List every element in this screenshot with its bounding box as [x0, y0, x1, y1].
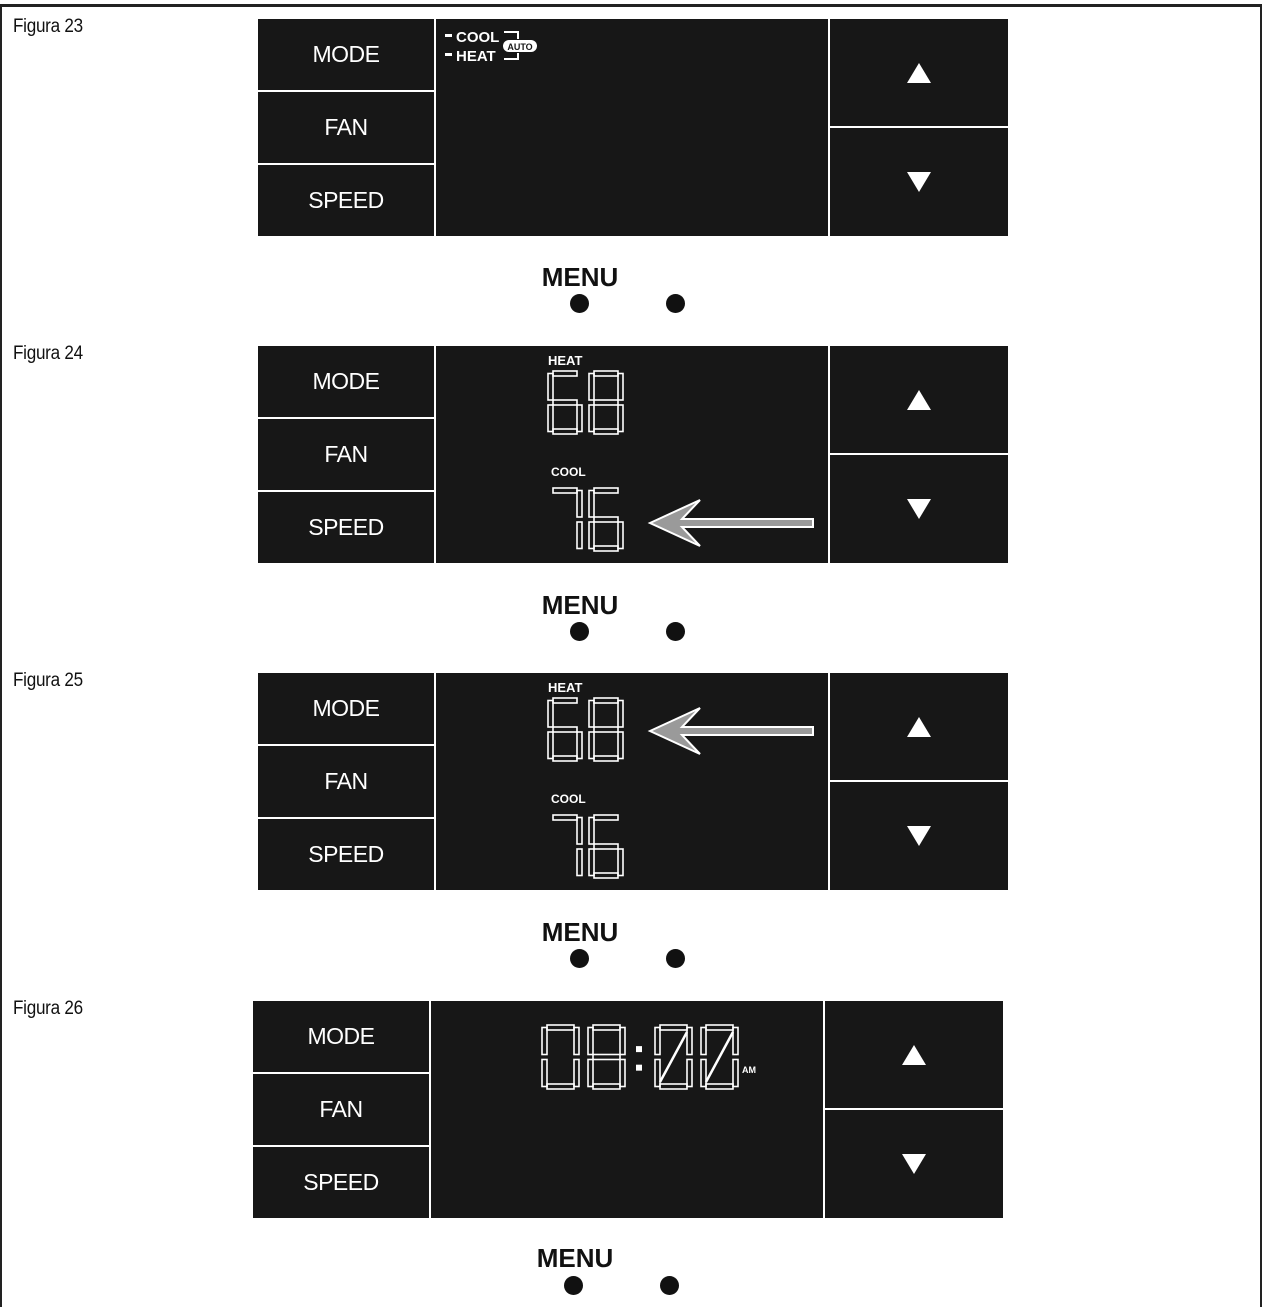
lcd-display	[436, 19, 828, 236]
segment	[687, 1028, 692, 1055]
seven-segment-digit	[655, 1025, 692, 1089]
segment	[577, 818, 582, 845]
thermostat-panel	[258, 346, 1008, 563]
segment	[618, 405, 623, 432]
auto-bracket-bottom	[504, 53, 518, 59]
heat-setpoint-digits	[548, 698, 623, 761]
menu-label: MENU	[541, 917, 619, 947]
down-button[interactable]	[830, 782, 1008, 890]
segment	[547, 1084, 574, 1089]
lcd-screen	[436, 19, 828, 236]
menu-dot-right[interactable]	[666, 949, 685, 968]
function-buttons	[258, 346, 434, 563]
segment	[553, 488, 577, 493]
seven-segment-digit	[701, 1025, 738, 1089]
down-button[interactable]	[830, 455, 1008, 563]
segment	[594, 488, 618, 493]
figure-label: Figura 25	[13, 670, 83, 691]
zero-slash	[706, 1032, 733, 1082]
segment	[588, 1028, 593, 1055]
speed-button[interactable]: SPEED	[258, 165, 434, 236]
segment	[577, 849, 582, 876]
segment	[733, 1060, 738, 1087]
segment	[620, 1060, 625, 1087]
fan-button[interactable]: FAN	[258, 419, 434, 490]
menu-label: MENU	[536, 1243, 614, 1273]
segment	[589, 732, 594, 759]
triangle-down-icon	[906, 171, 932, 193]
segment	[553, 698, 577, 703]
fan-button[interactable]: FAN	[253, 1074, 429, 1145]
segment	[706, 1084, 733, 1089]
segment	[701, 1028, 706, 1055]
up-button[interactable]	[830, 19, 1008, 126]
lcd-display	[431, 1001, 823, 1218]
segment	[594, 756, 618, 761]
seven-segment-digit	[588, 1025, 625, 1089]
segment	[577, 522, 582, 549]
segment	[618, 374, 623, 401]
segment	[553, 756, 577, 761]
colon-dot	[636, 1046, 642, 1052]
segment	[548, 405, 553, 432]
up-button[interactable]	[830, 346, 1008, 453]
arrow-buttons	[825, 1001, 1003, 1218]
lcd-display	[436, 673, 828, 890]
heat-indicator-dash	[445, 53, 452, 56]
menu-controls	[530, 262, 690, 322]
down-button[interactable]	[825, 1110, 1003, 1218]
speed-button[interactable]: SPEED	[253, 1147, 429, 1218]
mode-button[interactable]: MODE	[253, 1001, 429, 1072]
cool-indicator-dash	[445, 34, 452, 37]
figure-label: Figura 23	[13, 16, 83, 37]
segment	[733, 1028, 738, 1055]
speed-button[interactable]: SPEED	[258, 819, 434, 890]
left-arrow-icon	[650, 500, 813, 546]
menu-controls	[530, 917, 690, 977]
segment	[589, 405, 594, 432]
menu-dot-right[interactable]	[666, 622, 685, 641]
seven-segment-digit	[548, 698, 582, 761]
heat-label: HEAT	[548, 680, 583, 695]
segment	[701, 1060, 706, 1087]
menu-controls	[530, 590, 690, 650]
segment	[660, 1084, 687, 1089]
colon-dot	[636, 1065, 642, 1071]
segment	[594, 400, 618, 405]
menu-controls	[525, 1243, 685, 1303]
segment	[594, 371, 618, 376]
triangle-down-icon	[906, 498, 932, 520]
segment	[553, 727, 577, 732]
segment	[594, 873, 618, 878]
segment	[594, 698, 618, 703]
segment	[593, 1025, 620, 1030]
segment	[589, 374, 594, 401]
cool-label: COOL	[551, 465, 586, 479]
seven-segment-digit	[589, 698, 623, 761]
segment	[618, 701, 623, 728]
lcd-screen	[431, 1001, 823, 1218]
auto-label: AUTO	[507, 42, 533, 52]
segment	[553, 400, 577, 405]
seven-segment-digit	[553, 815, 582, 876]
seven-segment-digit	[542, 1025, 579, 1089]
segment	[553, 429, 577, 434]
up-button[interactable]	[825, 1001, 1003, 1108]
segment	[620, 1028, 625, 1055]
menu-dot-left[interactable]	[564, 1276, 583, 1295]
mode-button[interactable]: MODE	[258, 346, 434, 417]
segment	[589, 849, 594, 876]
lcd-screen	[436, 673, 828, 890]
triangle-up-icon	[906, 62, 932, 84]
function-buttons	[253, 1001, 429, 1218]
mode-button[interactable]: MODE	[258, 19, 434, 90]
cool-label: COOL	[551, 792, 586, 806]
segment	[547, 1025, 574, 1030]
segment	[660, 1025, 687, 1030]
speed-button[interactable]: SPEED	[258, 492, 434, 563]
segment	[706, 1025, 733, 1030]
down-button[interactable]	[830, 128, 1008, 236]
cool-setpoint-digits	[553, 488, 623, 551]
triangle-down-icon	[901, 1153, 927, 1175]
segment	[548, 732, 553, 759]
segment	[548, 701, 553, 728]
triangle-up-icon	[906, 716, 932, 738]
segment	[594, 517, 618, 522]
segment	[577, 405, 582, 432]
segment	[574, 1028, 579, 1055]
lcd-display	[436, 346, 828, 563]
menu-dot-left[interactable]	[570, 949, 589, 968]
seven-segment-digit	[589, 371, 623, 434]
segment	[618, 732, 623, 759]
clock-digits	[542, 1025, 738, 1089]
seven-segment-digit	[589, 488, 623, 551]
arrow-buttons	[830, 346, 1008, 563]
segment	[593, 1084, 620, 1089]
menu-dot-right[interactable]	[666, 294, 685, 313]
arrow-buttons	[830, 673, 1008, 890]
segment	[655, 1028, 660, 1055]
segment	[574, 1060, 579, 1087]
zero-slash	[660, 1032, 687, 1082]
segment	[588, 1060, 593, 1087]
cool-label: COOL	[456, 29, 500, 46]
segment	[594, 546, 618, 551]
segment	[577, 732, 582, 759]
figure-label: Figura 26	[13, 998, 83, 1019]
triangle-down-icon	[906, 825, 932, 847]
segment	[553, 815, 577, 820]
thermostat-panel	[258, 19, 1008, 236]
segment	[548, 374, 553, 401]
menu-label: MENU	[541, 262, 619, 292]
fan-button[interactable]: FAN	[258, 746, 434, 817]
thermostat-panel	[253, 1001, 1003, 1218]
menu-dot-left[interactable]	[570, 294, 589, 313]
menu-dot-left[interactable]	[570, 622, 589, 641]
heat-label: HEAT	[548, 353, 583, 368]
segment	[594, 844, 618, 849]
heat-setpoint-digits	[548, 371, 623, 434]
seven-segment-digit	[589, 815, 623, 878]
segment	[618, 522, 623, 549]
left-arrow-icon	[650, 708, 813, 754]
function-buttons	[258, 19, 434, 236]
seven-segment-digit	[548, 371, 582, 434]
fan-button[interactable]: FAN	[258, 92, 434, 163]
segment	[593, 1055, 620, 1060]
segment	[589, 491, 594, 518]
segment	[594, 429, 618, 434]
segment	[589, 522, 594, 549]
thermostat-panel	[258, 673, 1008, 890]
segment	[542, 1060, 547, 1087]
function-buttons	[258, 673, 434, 890]
seven-segment-digit	[553, 488, 582, 549]
segment	[594, 815, 618, 820]
auto-bracket-top	[504, 32, 518, 39]
heat-label: HEAT	[456, 48, 496, 65]
up-button[interactable]	[830, 673, 1008, 780]
lcd-screen	[436, 346, 828, 563]
cool-setpoint-digits	[553, 815, 623, 878]
segment	[589, 818, 594, 845]
arrow-buttons	[830, 19, 1008, 236]
menu-dot-right[interactable]	[660, 1276, 679, 1295]
mode-button[interactable]: MODE	[258, 673, 434, 744]
segment	[542, 1028, 547, 1055]
am-pm-indicator: AM	[742, 1065, 756, 1075]
segment	[577, 491, 582, 518]
segment	[594, 727, 618, 732]
triangle-up-icon	[906, 389, 932, 411]
segment	[589, 701, 594, 728]
triangle-up-icon	[901, 1044, 927, 1066]
figure-label: Figura 24	[13, 343, 83, 364]
menu-label: MENU	[541, 590, 619, 620]
segment	[618, 849, 623, 876]
segment	[687, 1060, 692, 1087]
segment	[553, 371, 577, 376]
segment	[655, 1060, 660, 1087]
